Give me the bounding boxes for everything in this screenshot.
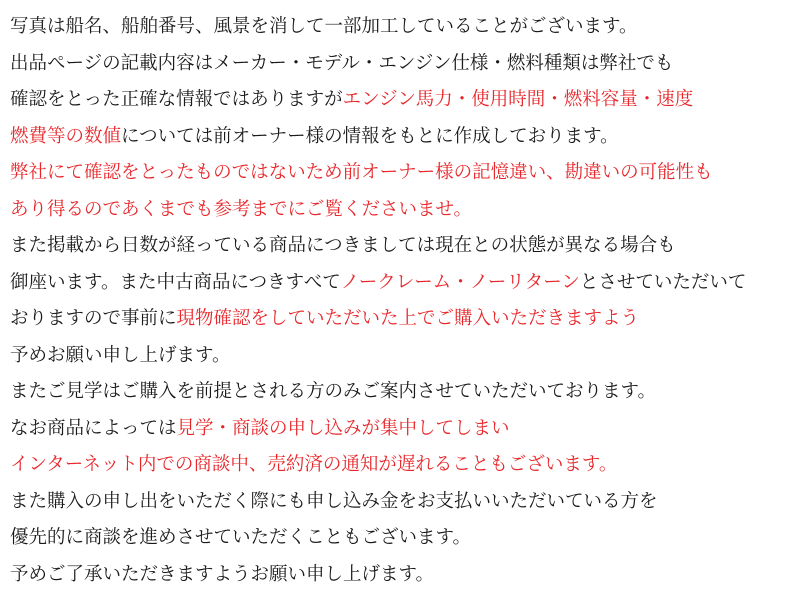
notice-line [10,118,790,155]
notice-text-highlight: エンジン馬力・使用時間・燃料容量・速度 [343,88,694,109]
notice-text: とさせていただいて [580,271,747,292]
notice-text-highlight: インターネット内での商談中、売約済の通知が遅れることもございます。 [10,453,617,474]
notice-text: 予めお願い申し上げます。 [10,344,231,365]
notice-line [10,410,790,447]
notice-text-highlight: 現物確認をしていただいた上でご購入いただきますよう [177,307,640,328]
notice-text-highlight: ノークレーム・ノーリターン [341,271,580,292]
notice-text: おりますので事前に [10,307,177,328]
notice-text-highlight: 見学・商談の申し込みが集中してしまい [177,417,510,438]
notice-line [10,519,790,556]
notice-text: また購入の申し出をいただく際にも申し込み金をお支払いいただいている方を [10,490,658,511]
notice-line [10,300,790,337]
notice-line [10,227,790,264]
notice-line [10,8,790,45]
notice-line [10,483,790,520]
notice-text-highlight: 燃費等の数値 [10,125,121,146]
notice-text: 予めご了承いただきますようお願い申し上げます。 [10,563,434,584]
notice-text-highlight: 弊社にて確認をとったものではないため前オーナー様の記憶違い、勘違いの可能性も [10,161,713,182]
notice-text: については前オーナー様の情報をもとに作成しております。 [121,125,619,146]
notice-line [10,446,790,483]
notice-text: 優先的に商談を進めさせていただくこともございます。 [10,526,471,547]
notice-line [10,556,790,592]
notice-text: 確認をとった正確な情報ではありますが [10,88,343,109]
notice-line [10,154,790,191]
notice-line [10,264,790,301]
notice-text: 御座います。また中古商品につきすべて [10,271,341,292]
notice-line [10,81,790,118]
notice-text-highlight: あり得るのであくまでも参考までにご覧くださいませ。 [10,198,472,219]
notice-text: またご見学はご購入を前提とされる方のみご案内させていただいております。 [10,380,656,401]
notice-line [10,373,790,410]
notice-text: 写真は船名、船舶番号、風景を消して一部加工していることがございます。 [10,15,638,36]
notice-text: なお商品によっては [10,417,177,438]
notice-line [10,191,790,228]
notice-text: また掲載から日数が経っている商品につきましては現在との状態が異なる場合も [10,234,676,255]
notice-text: 出品ページの記載内容はメーカー・モデル・エンジン仕様・燃料種類は弊社でも [10,52,673,73]
notice-line [10,45,790,82]
notice-line [10,337,790,374]
